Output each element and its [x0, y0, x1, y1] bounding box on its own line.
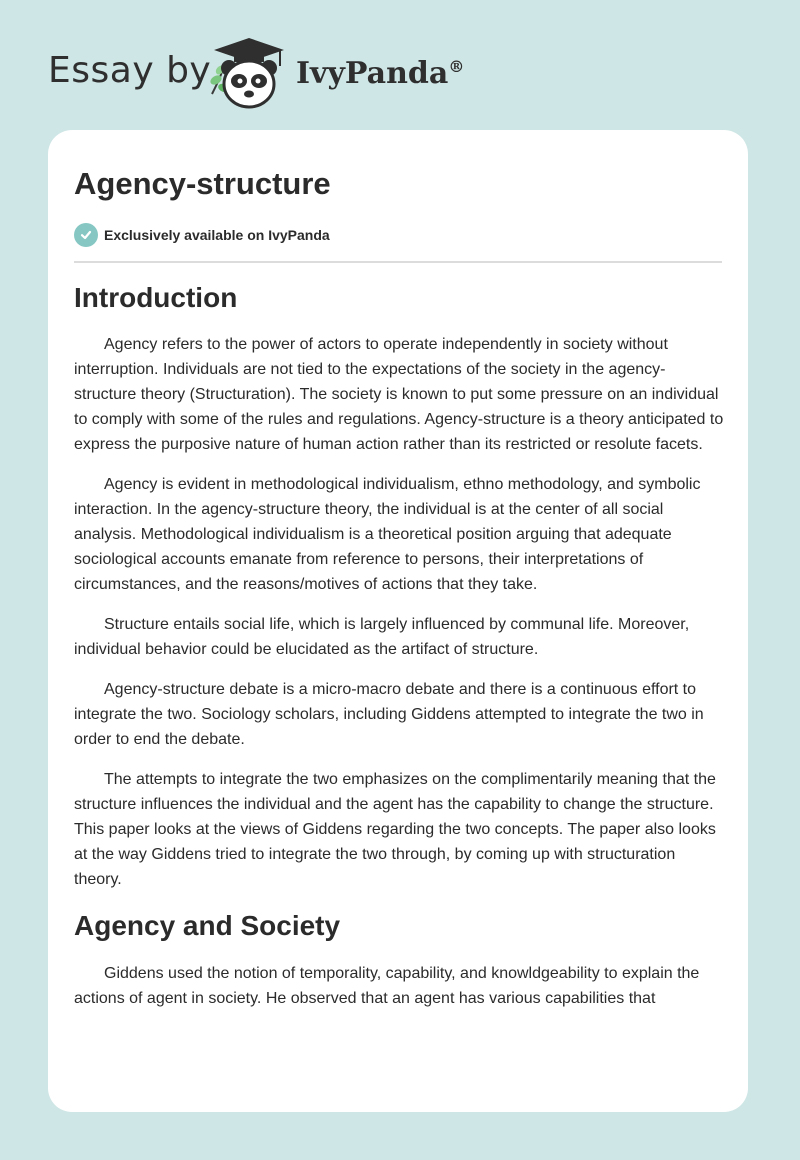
exclusive-badge	[74, 222, 330, 248]
paragraph: Agency refers to the power of actors to operate independently in society without interruption. Individuals are not tied to the expectations of the society in the agency-structure theory (Structuration). The society is known to put some pressure on an individual to comply with some of the rules and regulations. Agency-structure is a theory anticipated to express the purposive nature of human action rather than its restricted or resolute facets.	[74, 336, 724, 454]
divider	[74, 261, 722, 263]
article-body	[74, 280, 724, 1026]
paragraph: Agency is evident in methodological individualism, ethno methodology, and symbolic interaction. In the agency-structure theory, the individual is at the center of all social analysis. Methodological individualism is a theoretical position arguing that adequate sociological accounts emanate from reference to persons, their interpretations of circumstances, and the reasons/motives of actions that they take.	[74, 476, 701, 594]
paragraph: The attempts to integrate the two emphasizes on the complimentarily meaning that the structure influences the individual and the agent has the capability to change the structure. This paper looks at the views of Giddens regarding the two concepts. The paper also looks at the way Giddens tried to integrate the two through, by coming up with structuration theory.	[74, 771, 716, 889]
paragraph: Agency-structure debate is a micro-macro debate and there is a continuous effort to integrate the two. Sociology scholars, including Giddens attempted to integrate the two in order to end the debate.	[74, 681, 704, 749]
site-header	[48, 36, 748, 116]
article-card	[48, 130, 748, 1112]
badge-label: Exclusively available on IvyPanda	[104, 227, 330, 243]
brand-name[interactable]: IvyPanda®	[296, 56, 465, 91]
paragraph: Giddens used the notion of temporality, capability, and knowldgeability to explain the actions of agent in society. He observed that an agent has various capabilities that	[74, 964, 700, 1007]
page-title: Agency-structure	[74, 166, 331, 201]
panda-logo-icon[interactable]	[204, 36, 294, 111]
section-heading: Introduction	[74, 282, 238, 313]
check-icon	[74, 223, 98, 247]
section-heading: Agency and Society	[74, 910, 341, 942]
paragraph: Structure entails social life, which is largely influenced by communal life. Moreover, individual behavior could be elucidated as the artifact of structure.	[74, 616, 690, 659]
essay-by-label: Essay by	[48, 50, 212, 91]
